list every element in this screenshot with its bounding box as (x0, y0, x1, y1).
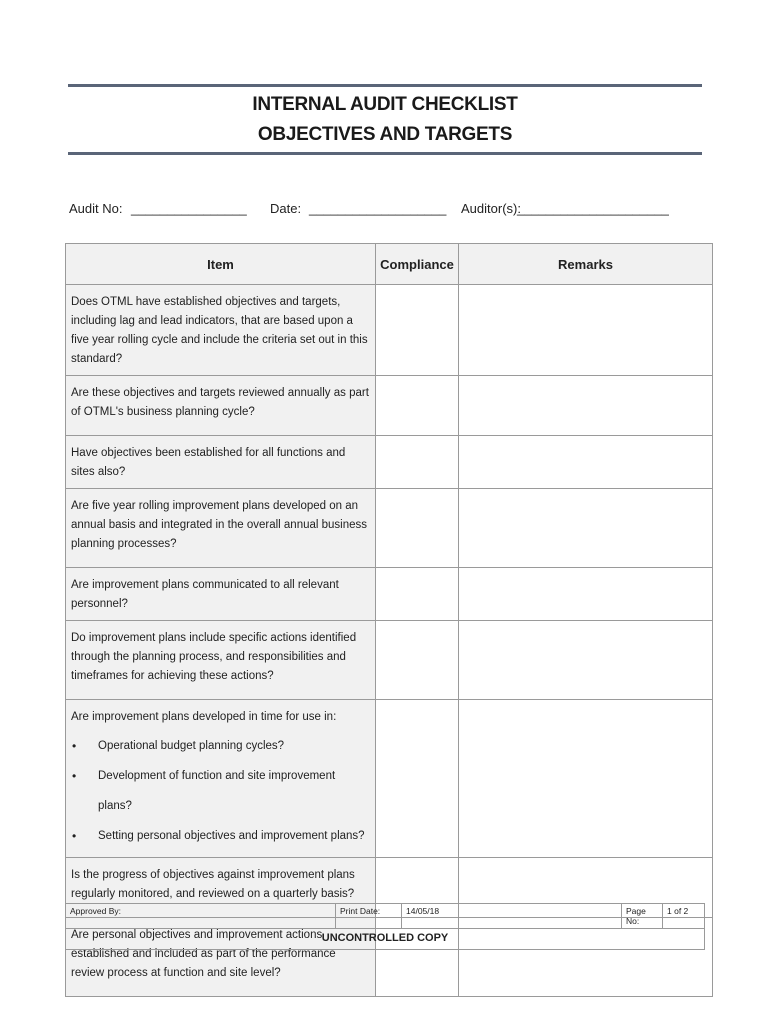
bullet-list (71, 731, 369, 851)
page-no-value: 1 of 2 (663, 904, 705, 929)
date-field[interactable]: ___________________ (309, 201, 447, 216)
compliance-cell[interactable] (376, 621, 459, 700)
compliance-cell[interactable] (376, 436, 459, 489)
checklist-table (65, 243, 713, 997)
auditors-field[interactable]: _____________________ (517, 201, 669, 216)
item-text: Are improvement plans developed in time for use in: (71, 711, 337, 723)
approved-by-label: Approved By: (66, 904, 336, 929)
table-row (66, 285, 713, 376)
remarks-cell[interactable] (459, 700, 713, 858)
item-cell: Does OTML have established objectives and targets, including lag and lead indicators, that are based upon a five year rolling cycle and include the criteria set out in this standard? (66, 285, 376, 376)
compliance-cell[interactable] (376, 376, 459, 436)
table-row (66, 436, 713, 489)
item-cell: Are these objectives and targets reviewed annually as part of OTML's business planning cycle? (66, 376, 376, 436)
column-header-item: Item (66, 244, 376, 285)
auditors-label: Auditor(s): (461, 201, 521, 216)
table-row (66, 568, 713, 621)
compliance-cell[interactable] (376, 568, 459, 621)
uncontrolled-copy-notice: UNCONTROLLED COPY (66, 929, 705, 950)
date-label: Date: (270, 201, 302, 216)
audit-no-label: Audit No: (69, 201, 123, 216)
print-date-value: 14/05/18 (402, 904, 622, 929)
column-header-remarks: Remarks (459, 244, 713, 285)
item-cell (66, 700, 376, 858)
remarks-cell[interactable] (459, 489, 713, 568)
table-header-row (66, 244, 713, 285)
remarks-cell[interactable] (459, 285, 713, 376)
compliance-cell[interactable] (376, 489, 459, 568)
remarks-cell[interactable] (459, 621, 713, 700)
item-cell: Have objectives been established for all functions and sites also? (66, 436, 376, 489)
table-row (66, 489, 713, 568)
document-subtitle: OBJECTIVES AND TARGETS (257, 124, 513, 145)
item-cell: Are five year rolling improvement plans developed on an annual basis and integrated in the overall annual business planning processes? (66, 489, 376, 568)
compliance-cell[interactable] (376, 700, 459, 858)
remarks-cell[interactable] (459, 436, 713, 489)
document-footer (65, 903, 705, 950)
audit-no-field[interactable]: ________________ (131, 201, 247, 216)
item-cell: Are personal objectives and improvement actions established and included as part of the performance review process at function and site level? (66, 918, 376, 997)
document-title: INTERNAL AUDIT CHECKLIST (252, 94, 518, 115)
print-date-label: Print Date: (336, 904, 402, 929)
item-cell: Do improvement plans include specific actions identified through the planning process, and responsibilities and timeframes for achieving these actions? (66, 621, 376, 700)
table-row (66, 700, 713, 858)
compliance-cell[interactable] (376, 285, 459, 376)
column-header-compliance: Compliance (376, 244, 459, 285)
item-cell: Are improvement plans communicated to all relevant personnel? (66, 568, 376, 621)
table-row (66, 621, 713, 700)
page-no-label: Page No: (622, 904, 663, 929)
bullet-item: • Operational budget planning cycles? (71, 731, 369, 761)
footer-info-row (66, 904, 705, 929)
remarks-cell[interactable] (459, 376, 713, 436)
item-cell: Is the progress of objectives against improvement plans regularly monitored, and reviewed on a quarterly basis? (66, 858, 376, 918)
footer-copy-row (66, 929, 705, 950)
remarks-cell[interactable] (459, 568, 713, 621)
bullet-item: • Setting personal objectives and improvement plans? (71, 821, 369, 851)
bullet-item: • Development of function and site improvement plans? (71, 761, 369, 821)
table-row (66, 376, 713, 436)
